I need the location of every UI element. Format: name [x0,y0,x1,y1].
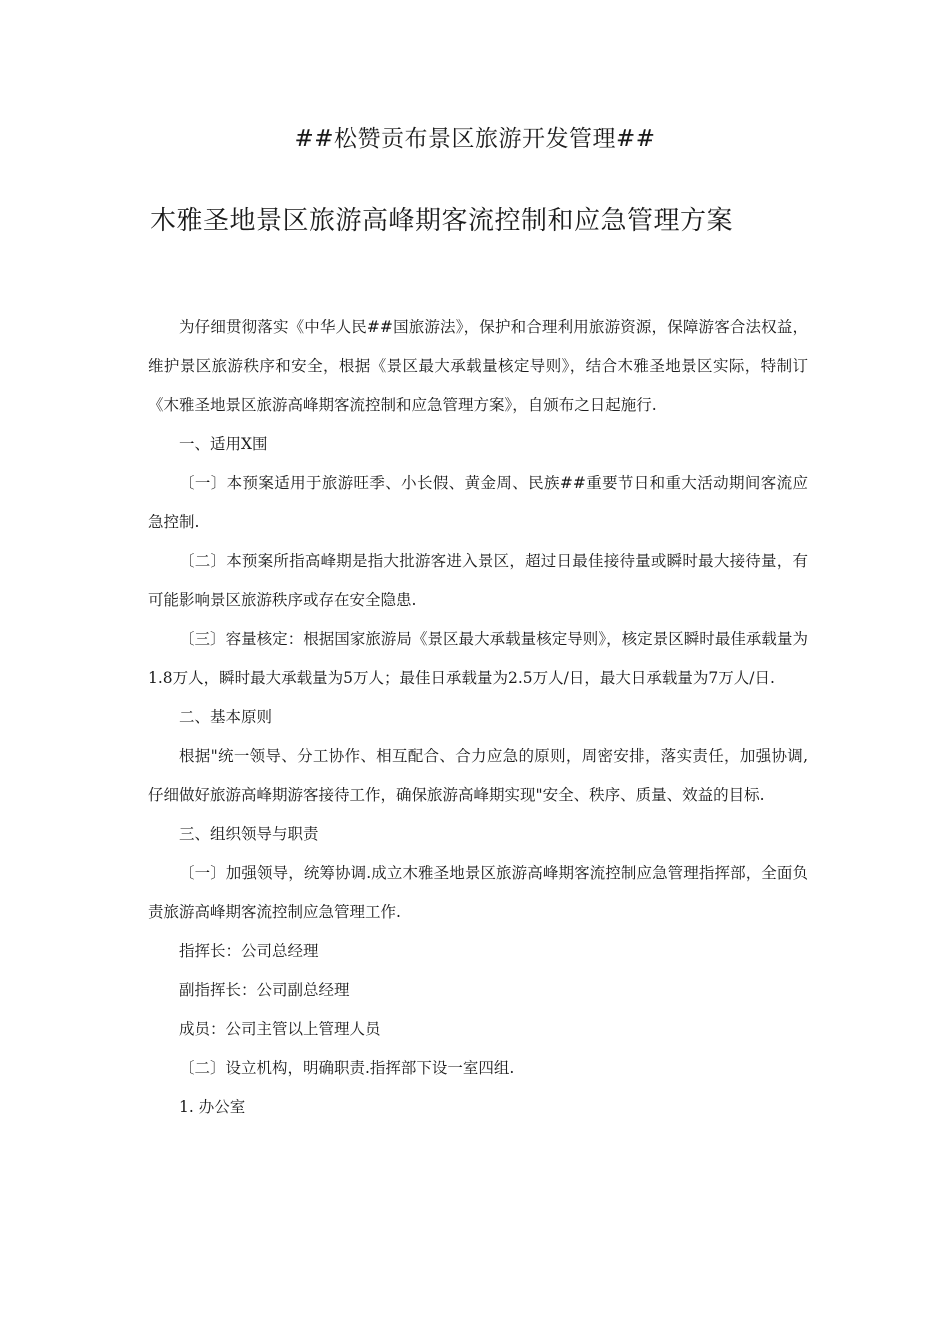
section-heading-principles: 二、基本原则 [179,708,273,726]
scope-item-1: 〔一〕本预案适用于旅游旺季、小长假、黄金周、民族##重要节日和重大活动期间客流应急控制. [148,474,808,531]
commander-line: 指挥长：公司总经理 [179,942,319,960]
principles-paragraph: 根据"统一领导、分工协作、相互配合、合力应急的原则，周密安排，落实责任，加强协调,仔细做好旅游高峰期游客接待工作，确保旅游高峰期实现"安全、秩序、质量、效益的目标. [148,747,808,804]
office-item: 1. 办公室 [179,1098,246,1116]
section-heading-scope: 一、适用X围 [179,435,268,453]
scope-item-3: 〔三〕容量核定：根据国家旅游局《景区最大承载量核定导则》，核定景区瞬时最佳承载量为1.8万人，瞬时最大承载量为5万人；最佳日承载量为2.5万人/日，最大日承载量为7万人/日. [148,630,808,687]
organization-item-1: 〔一〕加强领导，统筹协调.成立木雅圣地景区旅游高峰期客流控制应急管理指挥部，全面负责旅游高峰期客流控制应急管理工作. [148,864,808,921]
intro-paragraph: 为仔细贯彻落实《中华人民##国旅游法》，保护和合理利用旅游资源，保障游客合法权益，维护景区旅游秩序和安全，根据《景区最大承载量核定导则》，结合木雅圣地景区实际，特制订《木雅圣地景区旅游高峰期客流控制和应急管理方案》，自颁布之日起施行. [148,318,808,414]
scope-item-2: 〔二〕本预案所指高峰期是指大批游客进入景区，超过日最佳接待量或瞬时最大接待量，有可能影响景区旅游秩序或存在安全隐患. [148,552,808,609]
members-line: 成员：公司主管以上管理人员 [179,1020,381,1038]
deputy-commander-line: 副指挥长：公司副总经理 [179,981,350,999]
document-header-title: ##松赞贡布景区旅游开发管理## [294,126,656,152]
document-body [148,308,808,1127]
document-main-title: 木雅圣地景区旅游高峰期客流控制和应急管理方案 [150,206,734,236]
organization-item-2: 〔二〕设立机构，明确职责.指挥部下设一室四组. [179,1059,515,1077]
section-heading-organization: 三、组织领导与职责 [179,825,319,843]
